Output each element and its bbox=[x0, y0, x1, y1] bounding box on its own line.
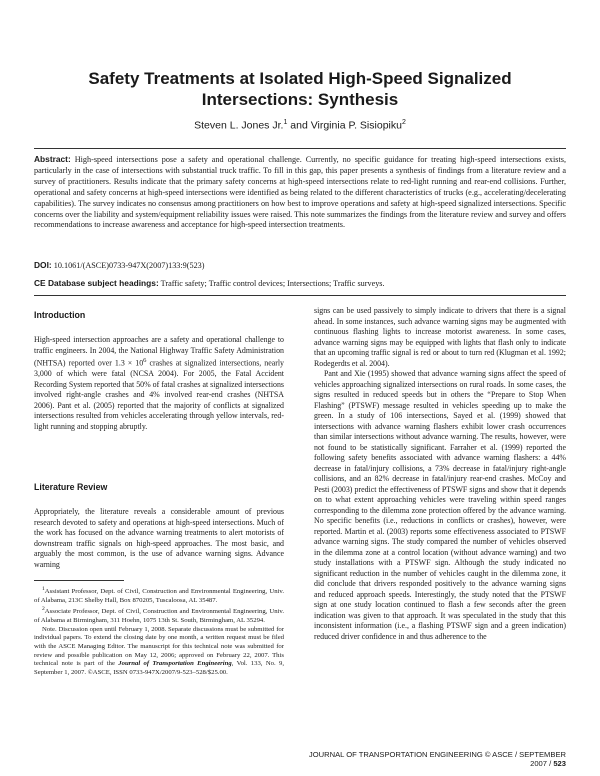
editorial-note bbox=[34, 626, 284, 678]
page-number: 523 bbox=[553, 759, 566, 768]
top-divider bbox=[34, 148, 566, 149]
footer-journal: JOURNAL OF TRANSPORTATION ENGINEERING © ASCE / SEPTEMBER 2007 / bbox=[308, 750, 566, 768]
header-divider bbox=[34, 295, 566, 296]
section-heading-literature-review: Literature Review bbox=[34, 482, 108, 492]
literature-review-paragraph: Appropriately, the literature reveals a considerable amount of previous research devoted to safety and operations at high-speed intersections. Much of the work has focused on the advance warning treatments to alert motorists of downstream traffic signals on high-speed approaches. The most basic, and arguably the most common, is the use of advance warning signs. Advance warning bbox=[34, 507, 284, 569]
right-column-body bbox=[314, 306, 566, 642]
note-journal-name: Journal of Transportation Engineering bbox=[118, 660, 232, 668]
introduction-text-b: crashes at signalized intersections, nearly 3,000 of which were fatal (NCSA 2004). For 2005, the Fatal Accident Recording System reported that 50% of fatal crashes at signalized intersections involved right-angle crashes and 4% involved rear-end crashes (NHTSA 2006). Pant et al. (2005) reported that the majority of conflicts at signalized intersections resulted from vehicles accelerating through yellow intervals, red-light running and stopping abruptly. bbox=[34, 358, 285, 431]
abstract-text: High-speed intersections pose a safety and operational challenge. Currently, no specific guidance for treating high-speed intersections exists, particularly in the case of intersections with substantial truck traffic. To fill in this gap, this paper presents a synthesis of findings from a literature review and a survey of practitioners. Results indicate that the primary safety concerns at high-speed intersections relate to red-light running and rear-end collisions. Further, operational and safety concerns at high-speed intersections were identified as being related to the different characteristics of trucks (e.g., accelerating/decelerating capabilities). The survey indicates no consensus among practitioners on how best to improve operations and safety at high-speed signalized intersections. Specific concerns over the liability and system/equipment reliability issues were raised. This note summarizes the findings from the literature review and survey and offers recommendations to increase awareness and acceptance for high-speed intersection treatments. bbox=[34, 155, 566, 230]
introduction-body bbox=[34, 335, 284, 432]
abstract-label: Abstract: bbox=[34, 154, 71, 164]
right-paragraph-1: signs can be used passively to simply indicate to drivers that there is a signal ahead. In some instances, such advance warning signs may be augmented with continuous flashing lights to increase motorist awareness. In some cases, advance warning signs may be equipped with lights that flash only to indicate that an upcoming traffic signal is red or about to turn red (Klugman et al. 1992; Rodegerdts et al. 2004). bbox=[314, 306, 566, 368]
footnote-2-text: Associate Professor, Dept. of Civil, Construction and Environmental Engineering, Univ. of Alabama at Birmingham, 311 Hoehn, 1075 13th St. South, Birmingham, AL 35294. bbox=[34, 608, 284, 625]
note-text-b: , Vol. 133, No. 9, September 1, 2007. ©ASCE, ISSN 0733-947X/2007/9-523–528/$25.00. bbox=[34, 660, 285, 676]
introduction-text-a: High-speed intersection approaches are a safety and operational challenge to traffic engineers. In 2004, the National Highway Traffic Safety Administration (NHTSA) reported over 1.3 × 10 bbox=[34, 335, 284, 368]
right-paragraph-2: Pant and Xie (1995) showed that advance warning signs affect the speed of vehicles approaching signalized intersections on rural roads. In some cases, the signs resulted in reduced speeds but in others the “Prepare to Stop When Flashing” (PTSWF) message resulted in vehicles speeding up to make the green. In a study of 106 intersections, Sayed et al. (1999) showed that intersections with advance warning flashers exhibit lower crash occurrences than similar intersections without advance warning. The results, however, were not found to be statistically significant. Farraher et al. (1999) reported the following safety benefits associated with advance warning flashers: a 44% decrease in fatal/injury collisions, a 73% decrease in fatal/injury right-angle collisions, and an 82% decrease in fatal/injury rear-end crashes. McCoy and Pesti (2003) predict the effectiveness of PTSWF signs and show that it depends on to what extent approaching vehicles were traveling within speed ranges corresponding to the dilemma zone protection offered by the advance warning. No specific benefits (i.e., reductions in conflicts or crashes), however, were reported. Martin et al. (2003) reports some effectiveness associated to PTSWF advance warning signs. The study compared the number of vehicles observed in the dilemma zone at a control location (without advance warning) and two study installations with a PTSWF sign. Although the study indicated no significant reduction in the number of vehicles caught in the dilemma zone, it did conclude that drivers responded positively to the advance warning signs and reduced approach speeds. Interestingly, the study noted that the PTSWF sign at one study location continued to flash a few seconds after the green indication was given to that approach. It was speculated in the study that this inconsistent information (i.e., a flashing PTSWF sign and a green indication) reduced driver confidence in and thus adherence to the bbox=[314, 369, 566, 641]
subject-headings-value: Traffic safety; Traffic control devices; Intersections; Traffic surveys. bbox=[160, 279, 385, 288]
footnote-2 bbox=[34, 605, 284, 625]
doi-value: 10.1061/(ASCE)0733-947X(2007)133:9(523) bbox=[53, 261, 205, 270]
footnote-2-mark: 2 bbox=[42, 606, 45, 613]
footnote-1 bbox=[34, 585, 284, 605]
subject-headings bbox=[34, 278, 566, 288]
author-1: Steven L. Jones Jr. bbox=[194, 119, 284, 132]
doi-label: DOI: bbox=[34, 260, 52, 270]
section-heading-introduction: Introduction bbox=[34, 310, 86, 320]
abstract bbox=[34, 154, 566, 231]
footnote-1-text: Assistant Professor, Dept. of Civil, Construction and Environmental Engineering, Univ. of Alabama, 213C Shelby Hall, Box 870205, Tuscaloosa, AL 35487. bbox=[34, 588, 284, 604]
author-separator: and bbox=[287, 119, 311, 132]
literature-review-body bbox=[34, 507, 284, 570]
author-line bbox=[40, 119, 560, 132]
introduction-paragraph bbox=[34, 335, 284, 432]
page-footer bbox=[300, 750, 566, 768]
exponent: 6 bbox=[143, 357, 147, 364]
paper-title: Safety Treatments at Isolated High-Speed Signalized Intersections: Synthesis bbox=[88, 69, 512, 109]
footnotes bbox=[34, 585, 284, 677]
doi-line bbox=[34, 260, 566, 270]
footnote-1-mark: 1 bbox=[42, 586, 45, 592]
author-2: Virginia P. Sisiopiku bbox=[310, 119, 402, 132]
footnote-divider bbox=[34, 580, 124, 581]
subject-headings-label: CE Database subject headings: bbox=[34, 278, 159, 288]
note-text-a: Note. Discussion open until February 1, 2008. Separate discussions must be submitted for individual papers. To extend the closing date by one month, a written request must be filed with the ASCE Managing Editor. The manuscript for this technical note was submitted for review and possible publication on May 12, 2006; approved on February 22, 2007. This technical note is part of the bbox=[34, 625, 284, 668]
author-2-affil: 2 bbox=[401, 119, 406, 126]
author-1-affil: 1 bbox=[283, 119, 288, 126]
